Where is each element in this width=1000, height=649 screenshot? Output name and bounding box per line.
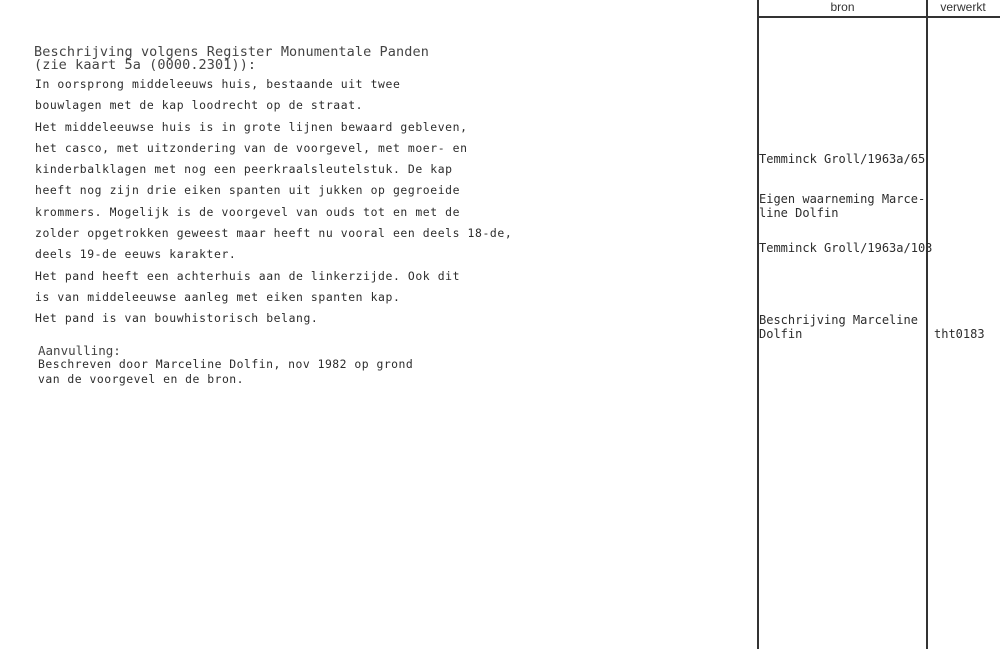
description-heading-line-1: Beschrijving volgens Register Monumentale Panden [34, 44, 429, 60]
description-line: bouwlagen met de kap loodrecht op de straat. [35, 98, 364, 113]
table-header-rule [758, 16, 1000, 18]
addendum-title: Aanvulling: [38, 343, 121, 358]
source-entry-4-line-2: Dolfin [759, 327, 803, 341]
description-line: In oorsprong middeleeuws huis, bestaande uit twee [35, 77, 401, 91]
description-line: zolder opgetrokken geweest maar heeft nu vooral een deels 18-de, [35, 226, 513, 241]
description-line: Het middeleeuwse huis is in grote lijnen bewaard gebleven, [35, 119, 468, 134]
addendum-body [38, 357, 413, 387]
source-entry-2-line-1: Eigen waarneming Marce- [759, 192, 926, 206]
source-entry-2 [759, 192, 925, 220]
description-line: Het pand is van bouwhistorisch belang. [35, 311, 319, 326]
description-line: deels 19-de eeuws karakter. [35, 247, 237, 262]
description-line: kinderbalklagen met nog een peerkraalsleutelstuk. De kap [35, 162, 453, 177]
description-line: krommers. Mogelijk is de voorgevel van ouds tot en met de [35, 204, 461, 219]
processed-code: tht0183 [934, 327, 985, 341]
description-line: is van middeleeuwse aanleg met eiken spanten kap. [35, 289, 401, 304]
description-line: heeft nog zijn drie eiken spanten uit jukken op gegroeide [35, 183, 461, 198]
addendum-line: van de voorgevel en de bron. [38, 372, 245, 386]
table-column-divider [926, 0, 928, 649]
column-header-source: bron [830, 0, 855, 14]
source-entry-4-line-1: Beschrijving Marceline [759, 313, 918, 327]
description-body [35, 76, 512, 332]
addendum-line: Beschreven door Marceline Dolfin, nov 1982 op grond [38, 357, 414, 371]
description-line: het casco, met uitzondering van de voorgevel, met moer- en [35, 140, 468, 155]
source-entry-1: Temminck Groll/1963a/65 [759, 152, 926, 166]
source-entry-3: Temminck Groll/1963a/103 [759, 241, 933, 255]
source-entry-4 [759, 313, 918, 341]
source-entry-2-line-2: line Dolfin [759, 206, 839, 220]
description-heading [34, 46, 429, 72]
column-header-processed: verwerkt [940, 0, 986, 14]
description-line: Het pand heeft een achterhuis aan de linkerzijde. Ook dit [35, 268, 461, 283]
description-heading-line-2: (zie kaart 5a (0000.2301)): [34, 57, 257, 73]
